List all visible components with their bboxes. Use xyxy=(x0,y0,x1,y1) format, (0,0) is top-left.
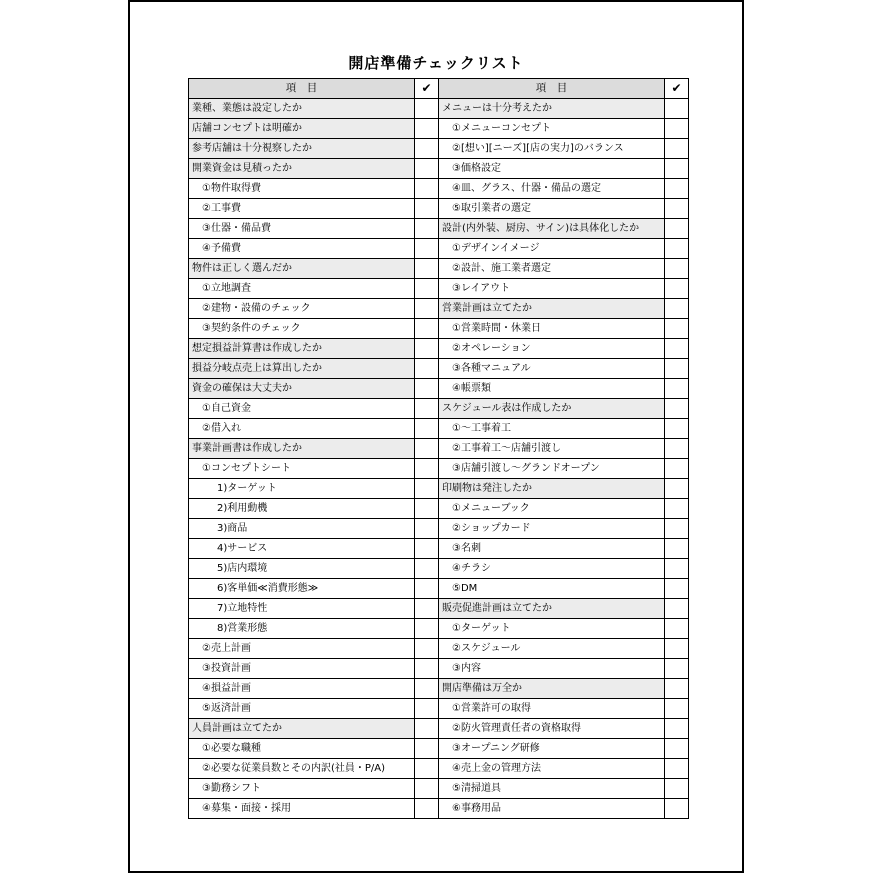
left-item-cell: 事業計画書は作成したか xyxy=(189,439,415,459)
left-item-cell: 8)営業形態 xyxy=(189,619,415,639)
right-check-box[interactable] xyxy=(665,599,689,619)
left-check-box[interactable] xyxy=(415,299,439,319)
right-check-box[interactable] xyxy=(665,239,689,259)
left-item-cell: ②売上計画 xyxy=(189,639,415,659)
table-row xyxy=(189,519,689,539)
right-check-box[interactable] xyxy=(665,399,689,419)
left-check-box[interactable] xyxy=(415,399,439,419)
table-row xyxy=(189,399,689,419)
left-check-box[interactable] xyxy=(415,179,439,199)
table-row xyxy=(189,639,689,659)
left-item-cell: ④予備費 xyxy=(189,239,415,259)
right-check-box[interactable] xyxy=(665,659,689,679)
right-item-cell: 営業計画は立てたか xyxy=(439,299,665,319)
right-item-cell: ③店舗引渡し～グランドオープン xyxy=(439,459,665,479)
right-check-box[interactable] xyxy=(665,179,689,199)
right-check-box[interactable] xyxy=(665,119,689,139)
right-check-box[interactable] xyxy=(665,759,689,779)
left-check-box[interactable] xyxy=(415,339,439,359)
right-check-box[interactable] xyxy=(665,459,689,479)
right-item-cell: ③名刺 xyxy=(439,539,665,559)
right-check-box[interactable] xyxy=(665,519,689,539)
table-row xyxy=(189,279,689,299)
table-row xyxy=(189,739,689,759)
left-check-box[interactable] xyxy=(415,699,439,719)
left-check-box[interactable] xyxy=(415,779,439,799)
right-item-cell: メニューは十分考えたか xyxy=(439,99,665,119)
left-item-cell: 人員計画は立てたか xyxy=(189,719,415,739)
left-check-box[interactable] xyxy=(415,319,439,339)
left-item-cell: 3)商品 xyxy=(189,519,415,539)
left-check-box[interactable] xyxy=(415,559,439,579)
right-item-cell: 販売促進計画は立てたか xyxy=(439,599,665,619)
right-check-box[interactable] xyxy=(665,619,689,639)
right-item-cell: 印刷物は発注したか xyxy=(439,479,665,499)
table-row xyxy=(189,659,689,679)
table-row xyxy=(189,619,689,639)
table-row xyxy=(189,199,689,219)
left-check-box[interactable] xyxy=(415,679,439,699)
table-row xyxy=(189,179,689,199)
right-item-cell: ②ショップカード xyxy=(439,519,665,539)
right-check-box[interactable] xyxy=(665,319,689,339)
right-check-box[interactable] xyxy=(665,419,689,439)
table-row xyxy=(189,319,689,339)
table-row xyxy=(189,699,689,719)
table-row xyxy=(189,139,689,159)
table-row xyxy=(189,439,689,459)
page-title: 開店準備チェックリスト xyxy=(348,54,524,72)
left-item-cell: ③投資計画 xyxy=(189,659,415,679)
right-check-box[interactable] xyxy=(665,479,689,499)
right-item-cell: 設計(内外装、厨房、サイン)は具体化したか xyxy=(439,219,665,239)
right-item-cell: ①営業時間・休業日 xyxy=(439,319,665,339)
table-row xyxy=(189,499,689,519)
right-item-cell: ①ターゲット xyxy=(439,619,665,639)
table-row xyxy=(189,459,689,479)
left-item-cell: 1)ターゲット xyxy=(189,479,415,499)
right-item-cell: ⑤清掃道具 xyxy=(439,779,665,799)
table-row xyxy=(189,299,689,319)
table-row xyxy=(189,779,689,799)
table-row xyxy=(189,679,689,699)
left-item-cell: ⑤返済計画 xyxy=(189,699,415,719)
right-item-cell: ③各種マニュアル xyxy=(439,359,665,379)
left-item-cell: ④募集・面接・採用 xyxy=(189,799,415,819)
table-row xyxy=(189,99,689,119)
left-check-box[interactable] xyxy=(415,159,439,179)
left-item-cell: ③勤務シフト xyxy=(189,779,415,799)
left-item-cell: 2)利用動機 xyxy=(189,499,415,519)
left-item-cell: 4)サービス xyxy=(189,539,415,559)
right-check-box[interactable] xyxy=(665,779,689,799)
right-item-cell: ③レイアウト xyxy=(439,279,665,299)
table-row xyxy=(189,379,689,399)
left-check-box[interactable] xyxy=(415,459,439,479)
left-item-header: 項 目 xyxy=(189,79,415,99)
table-row xyxy=(189,339,689,359)
table-row xyxy=(189,159,689,179)
left-item-cell: ③仕器・備品費 xyxy=(189,219,415,239)
left-item-cell: 損益分岐点売上は算出したか xyxy=(189,359,415,379)
right-item-cell: ⑤DM xyxy=(439,579,665,599)
right-check-box[interactable] xyxy=(665,799,689,819)
left-item-cell: 参考店舗は十分視察したか xyxy=(189,139,415,159)
right-check-box[interactable] xyxy=(665,279,689,299)
table-row xyxy=(189,559,689,579)
left-check-box[interactable] xyxy=(415,599,439,619)
right-check-box[interactable] xyxy=(665,579,689,599)
right-item-cell: ②工事着工～店舗引渡し xyxy=(439,439,665,459)
table-row xyxy=(189,479,689,499)
right-check-box[interactable] xyxy=(665,359,689,379)
left-check-box[interactable] xyxy=(415,419,439,439)
right-check-box[interactable] xyxy=(665,559,689,579)
right-check-box[interactable] xyxy=(665,739,689,759)
left-check-box[interactable] xyxy=(415,479,439,499)
left-item-cell: 資金の確保は大丈夫か xyxy=(189,379,415,399)
left-item-cell: ①コンセプトシート xyxy=(189,459,415,479)
table-row xyxy=(189,759,689,779)
right-check-box[interactable] xyxy=(665,99,689,119)
left-item-cell: ②必要な従業員数とその内訳(社員・P/A) xyxy=(189,759,415,779)
left-item-cell: ①物件取得費 xyxy=(189,179,415,199)
left-check-box[interactable] xyxy=(415,739,439,759)
left-check-box[interactable] xyxy=(415,439,439,459)
right-check-box[interactable] xyxy=(665,719,689,739)
left-check-box[interactable] xyxy=(415,639,439,659)
right-check-box[interactable] xyxy=(665,299,689,319)
right-check-box[interactable] xyxy=(665,259,689,279)
left-item-cell: ②建物・設備のチェック xyxy=(189,299,415,319)
right-item-cell: ③価格設定 xyxy=(439,159,665,179)
left-check-box[interactable] xyxy=(415,799,439,819)
left-check-box[interactable] xyxy=(415,219,439,239)
right-check-box[interactable] xyxy=(665,499,689,519)
right-check-box[interactable] xyxy=(665,219,689,239)
table-row xyxy=(189,539,689,559)
right-item-cell: ②オペレーション xyxy=(439,339,665,359)
right-check-box[interactable] xyxy=(665,539,689,559)
left-check-box[interactable] xyxy=(415,99,439,119)
checklist-table xyxy=(188,78,689,819)
right-check-box[interactable] xyxy=(665,679,689,699)
left-check-box[interactable] xyxy=(415,499,439,519)
table-row xyxy=(189,219,689,239)
left-check-box[interactable] xyxy=(415,619,439,639)
right-item-cell: ⑤取引業者の選定 xyxy=(439,199,665,219)
left-check-box[interactable] xyxy=(415,139,439,159)
right-check-box[interactable] xyxy=(665,159,689,179)
right-check-header: ✔ xyxy=(665,79,689,99)
left-item-cell: ①必要な職種 xyxy=(189,739,415,759)
table-row xyxy=(189,359,689,379)
left-check-box[interactable] xyxy=(415,119,439,139)
right-item-cell: ②[想い][ニーズ][店の実力]のバランス xyxy=(439,139,665,159)
right-item-cell: ④皿、グラス、什器・備品の選定 xyxy=(439,179,665,199)
left-item-cell: 物件は正しく選んだか xyxy=(189,259,415,279)
table-row xyxy=(189,119,689,139)
right-check-box[interactable] xyxy=(665,339,689,359)
right-item-cell: ①デザインイメージ xyxy=(439,239,665,259)
right-item-cell: ①メニューブック xyxy=(439,499,665,519)
left-item-cell: 6)客単価≪消費形態≫ xyxy=(189,579,415,599)
left-check-box[interactable] xyxy=(415,199,439,219)
right-item-cell: ②設計、施工業者選定 xyxy=(439,259,665,279)
right-item-cell: ①メニューコンセプト xyxy=(439,119,665,139)
left-check-box[interactable] xyxy=(415,719,439,739)
right-item-cell: ③オープニング研修 xyxy=(439,739,665,759)
right-item-cell: スケジュール表は作成したか xyxy=(439,399,665,419)
left-item-cell: ②借入れ xyxy=(189,419,415,439)
table-row xyxy=(189,259,689,279)
right-item-cell: ①営業許可の取得 xyxy=(439,699,665,719)
right-item-cell: ⑥事務用品 xyxy=(439,799,665,819)
right-item-cell: ①～工事着工 xyxy=(439,419,665,439)
left-check-header: ✔ xyxy=(415,79,439,99)
left-item-cell: 店舗コンセプトは明確か xyxy=(189,119,415,139)
table-row xyxy=(189,419,689,439)
right-item-cell: ②スケジュール xyxy=(439,639,665,659)
right-item-header: 項 目 xyxy=(439,79,665,99)
left-item-cell: 5)店内環境 xyxy=(189,559,415,579)
right-check-box[interactable] xyxy=(665,699,689,719)
left-check-box[interactable] xyxy=(415,359,439,379)
right-check-box[interactable] xyxy=(665,379,689,399)
left-check-box[interactable] xyxy=(415,239,439,259)
right-item-cell: ④チラシ xyxy=(439,559,665,579)
left-item-cell: 開業資金は見積ったか xyxy=(189,159,415,179)
table-row xyxy=(189,579,689,599)
left-item-cell: ④損益計画 xyxy=(189,679,415,699)
left-check-box[interactable] xyxy=(415,379,439,399)
left-check-box[interactable] xyxy=(415,659,439,679)
right-item-cell: 開店準備は万全か xyxy=(439,679,665,699)
left-check-box[interactable] xyxy=(415,259,439,279)
right-check-box[interactable] xyxy=(665,439,689,459)
left-item-cell: 7)立地特性 xyxy=(189,599,415,619)
table-row xyxy=(189,239,689,259)
left-item-cell: ①自己資金 xyxy=(189,399,415,419)
left-check-box[interactable] xyxy=(415,579,439,599)
table-row xyxy=(189,719,689,739)
left-item-cell: ②工事費 xyxy=(189,199,415,219)
left-check-box[interactable] xyxy=(415,539,439,559)
left-item-cell: 業種、業態は設定したか xyxy=(189,99,415,119)
left-item-cell: ①立地調査 xyxy=(189,279,415,299)
right-item-cell: ④売上金の管理方法 xyxy=(439,759,665,779)
right-item-cell: ②防火管理責任者の資格取得 xyxy=(439,719,665,739)
table-row xyxy=(189,599,689,619)
checklist-page xyxy=(128,0,744,873)
right-check-box[interactable] xyxy=(665,639,689,659)
left-check-box[interactable] xyxy=(415,279,439,299)
left-check-box[interactable] xyxy=(415,759,439,779)
left-item-cell: ③契約条件のチェック xyxy=(189,319,415,339)
right-item-cell: ④帳票類 xyxy=(439,379,665,399)
table-row xyxy=(189,799,689,819)
left-item-cell: 想定損益計算書は作成したか xyxy=(189,339,415,359)
right-check-box[interactable] xyxy=(665,199,689,219)
table-header-row xyxy=(189,79,689,99)
left-check-box[interactable] xyxy=(415,519,439,539)
right-item-cell: ③内容 xyxy=(439,659,665,679)
right-check-box[interactable] xyxy=(665,139,689,159)
